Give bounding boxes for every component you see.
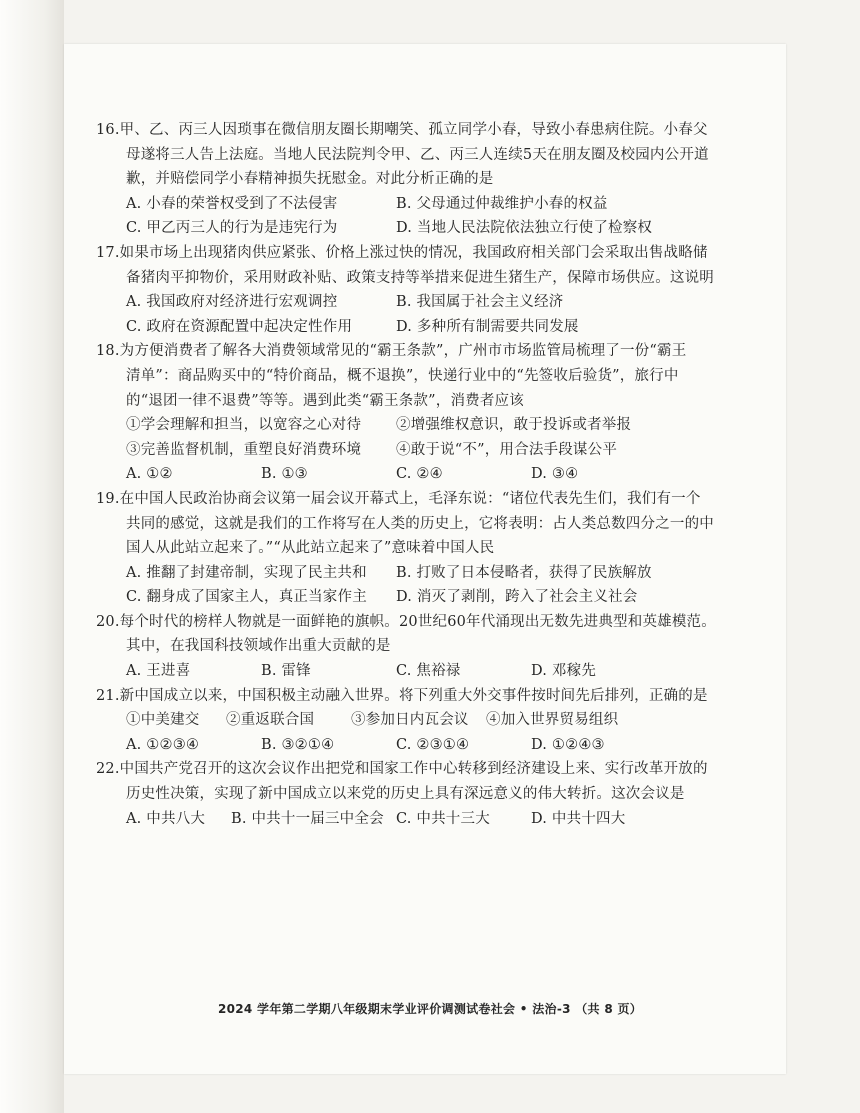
question-21-statements-row <box>96 708 736 733</box>
question-20-line-1: 20.每个时代的榜样人物就是一面鲜艳的旗帜。20世纪60年代涌现出无数先进典型和英雄模范。 <box>96 613 716 630</box>
question-17-options-row-1 <box>96 290 736 315</box>
question-18-line-1: 18.为方便消费者了解各大消费领域常见的“霸王条款”，广州市市场监管局梳理了一份“霸王 <box>96 343 687 360</box>
option-c[interactable]: C. 翻身成了国家主人，真正当家作主 <box>126 589 367 606</box>
option-d[interactable]: D. ③④ <box>531 466 579 483</box>
statement-1: ①中美建交 <box>126 712 200 729</box>
question-18-statements-row-2 <box>96 438 736 463</box>
question-18-line-2: 清单”：商品购买中的“特价商品，概不退换”，快递行业中的“先签收后验货”，旅行中 <box>126 367 679 384</box>
option-a[interactable]: A. 王进喜 <box>126 663 191 680</box>
option-d[interactable]: D. ①②④③ <box>531 736 605 753</box>
question-19-line-3: 国人从此站立起来了。”“从此站立起来了”意味着中国人民 <box>126 540 495 557</box>
option-a[interactable]: A. 小春的荣誉权受到了不法侵害 <box>126 195 338 212</box>
statement-1: ①学会理解和担当，以宽容之心对待 <box>126 417 362 434</box>
question-17 <box>96 241 736 339</box>
question-16 <box>96 118 736 241</box>
question-16-options-row-1 <box>96 192 736 217</box>
question-19-line-2: 共同的感觉，这就是我们的工作将写在人类的历史上，它将表明：占人类总数四分之一的中 <box>126 515 714 532</box>
question-19-line-1: 19.在中国人民政治协商会议第一届会议开幕式上，毛泽东说：“诸位代表先生们，我们有一个 <box>96 490 701 507</box>
option-d[interactable]: D. 当地人民法院依法独立行使了检察权 <box>396 220 653 237</box>
option-b[interactable]: B. ①③ <box>261 466 308 483</box>
option-c[interactable]: C. 政府在资源配置中起决定性作用 <box>126 318 353 335</box>
question-22-line-2: 历史性决策，实现了新中国成立以来党的历史上具有深远意义的伟大转折。这次会议是 <box>126 786 685 803</box>
option-c[interactable]: C. 中共十三大 <box>396 810 490 827</box>
option-a[interactable]: A. 中共八大 <box>126 810 206 827</box>
statement-3: ③参加日内瓦会议 <box>351 712 469 729</box>
question-18-options-row <box>96 462 736 487</box>
statement-4: ④加入世界贸易组织 <box>486 712 619 729</box>
question-17-options-row-2 <box>96 315 736 340</box>
question-20-line-2: 其中，在我国科技领域作出重大贡献的是 <box>126 638 391 655</box>
option-c[interactable]: C. ②③①④ <box>396 736 470 753</box>
option-a[interactable]: A. ①②③④ <box>126 736 200 753</box>
question-20 <box>96 610 736 684</box>
option-c[interactable]: C. 焦裕禄 <box>396 663 461 680</box>
question-16-options-row-2 <box>96 216 736 241</box>
option-b[interactable]: B. 我国属于社会主义经济 <box>396 294 564 311</box>
question-19 <box>96 487 736 610</box>
option-a[interactable]: A. 推翻了封建帝制，实现了民主共和 <box>126 564 367 581</box>
scan-left-margin <box>0 0 64 1113</box>
question-21 <box>96 684 736 758</box>
option-b[interactable]: B. 雷锋 <box>261 663 311 680</box>
question-16-line-2: 母遂将三人告上法庭。当地人民法院判令甲、乙、丙三人连续5天在朋友圈及校园内公开道 <box>126 146 709 163</box>
question-22 <box>96 757 736 831</box>
option-a[interactable]: A. 我国政府对经济进行宏观调控 <box>126 294 338 311</box>
statement-2: ②增强维权意识，敢于投诉或者举报 <box>396 417 632 434</box>
question-18-line-3: 的“退团一律不退费”等等。遇到此类“霸王条款”，消费者应该 <box>126 392 524 409</box>
option-c[interactable]: C. ②④ <box>396 466 443 483</box>
option-a[interactable]: A. ①② <box>126 466 173 483</box>
statement-2: ②重返联合国 <box>226 712 315 729</box>
statement-3: ③完善监督机制，重塑良好消费环境 <box>126 441 362 458</box>
question-17-line-1: 17.如果市场上出现猪肉供应紧张、价格上涨过快的情况，我国政府相关部门会采取出售战略储 <box>96 244 708 261</box>
page-footer: 2024 学年第二学期八年级期末学业评价调测试卷社会 • 法治-3 （共 8 页） <box>217 1002 643 1016</box>
option-d[interactable]: D. 消灭了剥削，跨入了社会主义社会 <box>396 589 638 606</box>
question-22-options-row <box>96 807 736 832</box>
option-b[interactable]: B. 父母通过仲裁维护小春的权益 <box>396 195 608 212</box>
question-18-statements-row-1 <box>96 413 736 438</box>
question-19-options-row-2 <box>96 585 736 610</box>
question-19-options-row-1 <box>96 561 736 586</box>
option-d[interactable]: D. 多种所有制需要共同发展 <box>396 318 579 335</box>
question-21-options-row <box>96 733 736 758</box>
question-list <box>96 118 736 831</box>
option-b[interactable]: B. 打败了日本侵略者，获得了民族解放 <box>396 564 652 581</box>
option-d[interactable]: D. 邓稼先 <box>531 663 597 680</box>
question-17-line-2: 备猪肉平抑物价，采用财政补贴、政策支持等举措来促进生猪生产，保障市场供应。这说明 <box>126 269 714 286</box>
option-c[interactable]: C. 甲乙丙三人的行为是违宪行为 <box>126 220 338 237</box>
option-d[interactable]: D. 中共十四大 <box>531 810 626 827</box>
question-18 <box>96 339 736 487</box>
option-b[interactable]: B. 中共十一届三中全会 <box>231 810 384 827</box>
question-16-line-3: 歉，并赔偿同学小春精神损失抚慰金。对此分析正确的是 <box>126 171 494 188</box>
question-21-line-1: 21.新中国成立以来，中国积极主动融入世界。将下列重大外交事件按时间先后排列，正确的是 <box>96 687 708 704</box>
question-22-line-1: 22.中国共产党召开的这次会议作出把党和国家工作中心转移到经济建设上来、实行改革开放的 <box>96 761 708 778</box>
question-20-options-row <box>96 659 736 684</box>
question-16-line-1: 16.甲、乙、丙三人因琐事在微信朋友圈长期嘲笑、孤立同学小春，导致小春患病住院。小春父 <box>96 122 708 138</box>
statement-4: ④敢于说“不”，用合法手段谋公平 <box>396 441 618 458</box>
option-b[interactable]: B. ③②①④ <box>261 736 335 753</box>
